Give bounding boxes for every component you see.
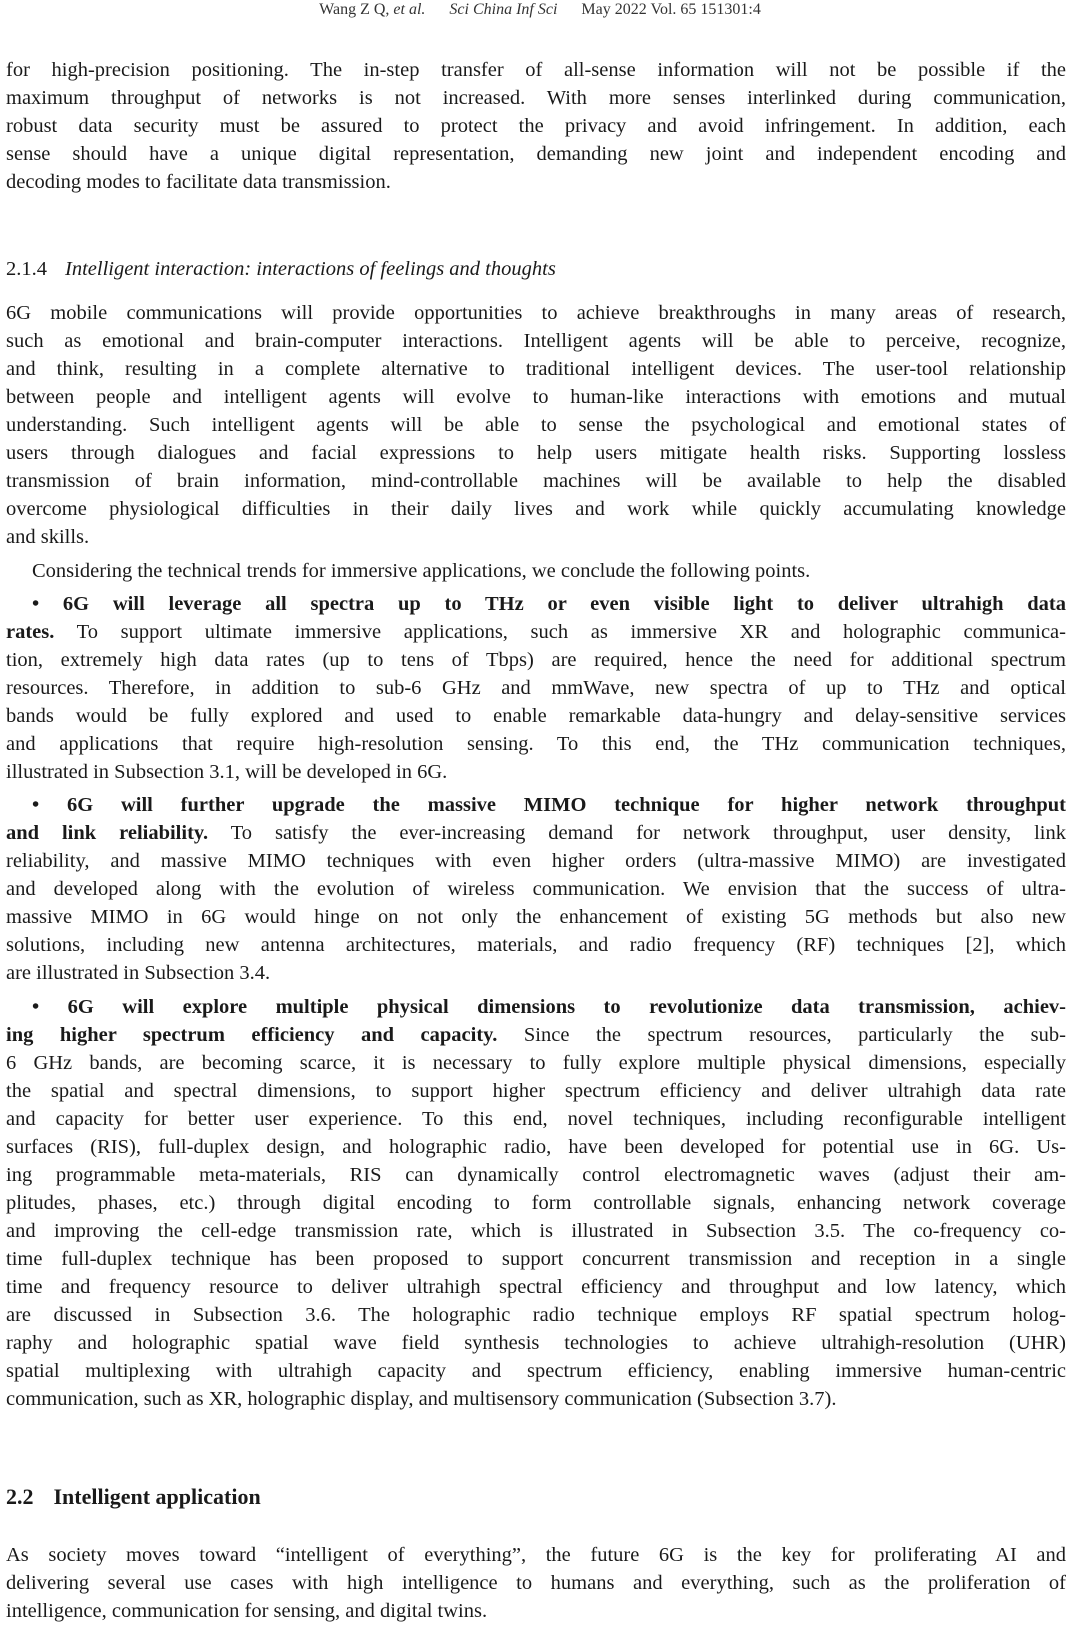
text-line: illustrated in Subsection 3.1, will be developed in 6G.: [6, 761, 448, 783]
section-number: 2.2: [6, 1484, 34, 1509]
text-line: [6, 791, 1066, 819]
header-authors: Wang Z Q, et al.: [319, 1, 426, 18]
text-line: Considering the technical trends for immersive applications, we conclude the following points.: [32, 560, 811, 582]
text-line: for high-precision positioning. The in-step transfer of all-sense information will not be possible if the: [6, 59, 1066, 81]
text-line: solutions, including new antenna architectures, materials, and radio frequency (RF) techniques [2], which: [6, 934, 1066, 956]
text-line: [6, 590, 1066, 618]
text-line: users through dialogues and facial expressions to help users mitigate health risks. Supporting lossless: [6, 442, 1066, 464]
bold-lead: • 6G will leverage all spectra up to THz or even visible light to deliver ultrahigh data: [32, 593, 1066, 615]
text-line: robust data security must be assured to protect the privacy and avoid infringement. In addition, each: [6, 115, 1066, 137]
text-line: 6 GHz bands, are becoming scarce, it is necessary to fully explore multiple physical dimensions, especially: [6, 1052, 1066, 1074]
text-line: the spatial and spectral dimensions, to support higher spectrum efficiency and deliver ultrahigh data rate: [6, 1080, 1066, 1102]
text-line: are discussed in Subsection 3.6. The holographic radio technique employs RF spatial spectrum holog-: [6, 1304, 1066, 1326]
section-title: Intelligent application: [53, 1484, 261, 1509]
text-line: and capacity for better user experience. To this end, novel techniques, including reconfigurable intelligent: [6, 1108, 1066, 1130]
section-number: 2.1.4: [6, 258, 47, 280]
text-line: ing programmable meta-materials, RIS can dynamically control electromagnetic waves (adjust their am-: [6, 1164, 1066, 1186]
bold-lead: • 6G will explore multiple physical dimensions to revolutionize data transmission, achiev-: [32, 996, 1066, 1018]
text-line: tion, extremely high data rates (up to tens of Tbps) are required, hence the need for additional spectrum: [6, 649, 1066, 671]
bold-lead: and link reliability.: [6, 822, 209, 844]
text-line: communication, such as XR, holographic display, and multisensory communication (Subsection 3.7).: [6, 1388, 837, 1410]
text-line: understanding. Such intelligent agents will be able to sense the psychological and emotional states of: [6, 414, 1066, 436]
header-journal: Sci China Inf Sci: [449, 1, 558, 18]
section-title: Intelligent interaction: interactions of feelings and thoughts: [65, 258, 556, 280]
text-line: [6, 819, 1066, 847]
text-line: are illustrated in Subsection 3.4.: [6, 962, 271, 984]
text-line: reliability, and massive MIMO techniques with even higher orders (ultra-massive MIMO) are investigated: [6, 850, 1066, 872]
line-text: To support ultimate immersive applications, such as immersive XR and holographic communica-: [54, 621, 1066, 643]
text-line: and skills.: [6, 526, 90, 548]
header-issue: May 2022 Vol. 65 151301:4: [581, 1, 761, 18]
subsection-heading: [6, 1483, 261, 1511]
text-line: decoding modes to facilitate data transmission.: [6, 171, 391, 193]
text-line: [6, 618, 1066, 646]
text-line: massive MIMO in 6G would hinge on not only the enhancement of existing 5G methods but also new: [6, 906, 1066, 928]
text-line: sense should have a unique digital representation, demanding new joint and independent encoding and: [6, 143, 1066, 165]
text-line: raphy and holographic spatial wave field synthesis technologies to achieve ultrahigh-resolution (UHR): [6, 1332, 1066, 1354]
text-line: such as emotional and brain-computer interactions. Intelligent agents will be able to perceive, recognize,: [6, 330, 1066, 352]
text-line: 6G mobile communications will provide opportunities to achieve breakthroughs in many areas of research,: [6, 302, 1066, 324]
bullet-item: [6, 791, 1066, 987]
bold-lead: • 6G will further upgrade the massive MIMO technique for higher network throughput: [32, 794, 1066, 816]
line-text: Since the spectrum resources, particularly the sub-: [497, 1024, 1066, 1046]
paragraph: [6, 299, 1066, 551]
text-line: time full-duplex technique has been proposed to support concurrent transmission and reception in a single: [6, 1248, 1066, 1270]
text-line: [6, 1021, 1066, 1049]
text-line: between people and intelligent agents will evolve to human-like interactions with emotions and mutual: [6, 386, 1066, 408]
text-line: plitudes, phases, etc.) through digital encoding to form controllable signals, enhancing network coverage: [6, 1192, 1066, 1214]
text-line: As society moves toward “intelligent of everything”, the future 6G is the key for proliferating AI and: [6, 1544, 1066, 1566]
text-line: spatial multiplexing with ultrahigh capacity and spectrum efficiency, enabling immersive human-centric: [6, 1360, 1066, 1382]
text-line: and think, resulting in a complete alternative to traditional intelligent devices. The user-tool relationship: [6, 358, 1066, 380]
bold-lead: rates.: [6, 621, 55, 643]
bold-lead: ing higher spectrum efficiency and capacity.: [6, 1024, 498, 1046]
text-line: resources. Therefore, in addition to sub-6 GHz and mmWave, new spectra of up to THz and optical: [6, 677, 1066, 699]
bullet-item: [6, 993, 1066, 1413]
text-line: overcome physiological difficulties in their daily lives and work while quickly accumulating knowledge: [6, 498, 1066, 520]
text-line: maximum throughput of networks is not increased. With more senses interlinked during communication,: [6, 87, 1066, 109]
text-line: intelligence, communication for sensing, and digital twins.: [6, 1600, 488, 1622]
text-line: bands would be fully explored and used to enable remarkable data-hungry and delay-sensitive services: [6, 705, 1066, 727]
text-line: time and frequency resource to deliver ultrahigh spectral efficiency and throughput and low latency, which: [6, 1276, 1066, 1298]
text-line: [6, 993, 1066, 1021]
text-line: and developed along with the evolution of wireless communication. We envision that the success of ultra-: [6, 878, 1066, 900]
bullet-item: [6, 590, 1066, 786]
text-line: delivering several use cases with high intelligence to humans and everything, such as the proliferation of: [6, 1572, 1066, 1594]
subsubsection-heading: [6, 255, 556, 283]
text-line: surfaces (RIS), full-duplex design, and holographic radio, have been developed for potential use in 6G. Us-: [6, 1136, 1066, 1158]
paragraph: [6, 56, 1066, 196]
paragraph: [6, 1541, 1066, 1625]
text-line: and applications that require high-resolution sensing. To this end, the THz communication techniques,: [6, 733, 1066, 755]
paragraph: [6, 557, 1066, 585]
running-header: [0, 0, 1080, 20]
line-text: To satisfy the ever-increasing demand for network throughput, user density, link: [208, 822, 1066, 844]
text-line: and improving the cell-edge transmission rate, which is illustrated in Subsection 3.5. The co-frequency co-: [6, 1220, 1066, 1242]
text-line: transmission of brain information, mind-controllable machines will be available to help the disabled: [6, 470, 1066, 492]
